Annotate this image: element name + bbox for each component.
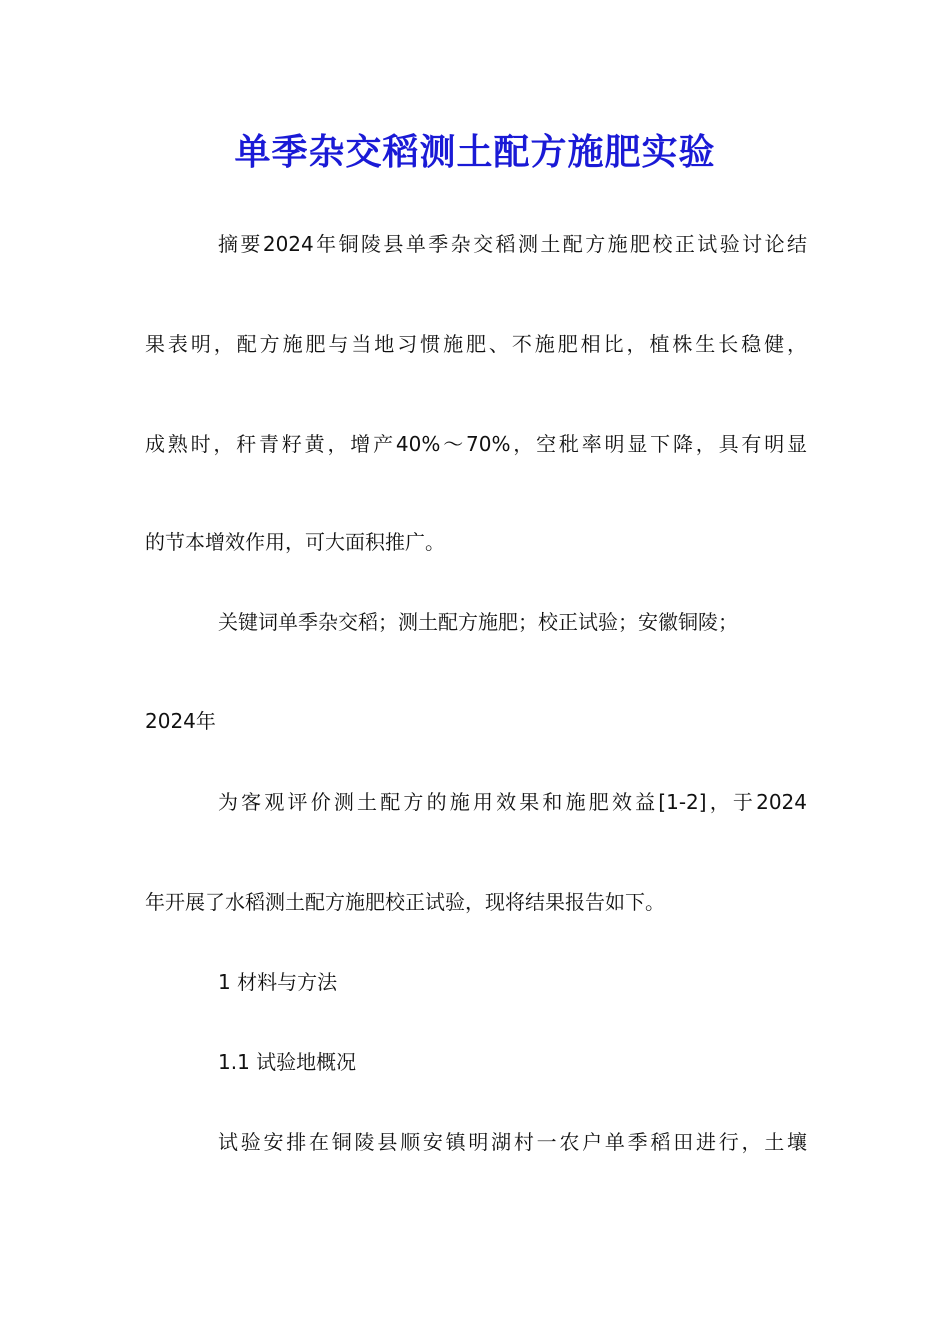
intro-line-2: 年开展了水稻测土配方施肥校正试验，现将结果报告如下。 bbox=[145, 890, 665, 914]
abstract-line-2: 果表明，配方施肥与当地习惯施肥、不施肥相比，植株生长稳健， bbox=[145, 332, 807, 356]
abstract-line-1: 摘要2024年铜陵县单季杂交稻测土配方施肥校正试验讨论结 bbox=[218, 232, 807, 256]
section-heading-materials-methods: 1 材料与方法 bbox=[218, 970, 338, 994]
abstract-line-3: 成熟时，秆青籽黄，增产40%～70%，空秕率明显下降，具有明显 bbox=[145, 432, 807, 456]
site-paragraph-line-1: 试验安排在铜陵县顺安镇明湖村一农户单季稻田进行，土壤 bbox=[218, 1130, 807, 1154]
keywords-line: 关键词单季杂交稻；测土配方施肥；校正试验；安徽铜陵； bbox=[218, 610, 738, 634]
abstract-line-4: 的节本增效作用，可大面积推广。 bbox=[145, 530, 445, 554]
intro-line-1: 为客观评价测土配方的施用效果和施肥效益[1-2]，于2024 bbox=[218, 790, 807, 814]
keywords-year: 2024年 bbox=[145, 709, 216, 733]
document-title: 单季杂交稻测土配方施肥实验 bbox=[234, 131, 716, 173]
subsection-heading-site-overview: 1.1 试验地概况 bbox=[218, 1050, 357, 1074]
